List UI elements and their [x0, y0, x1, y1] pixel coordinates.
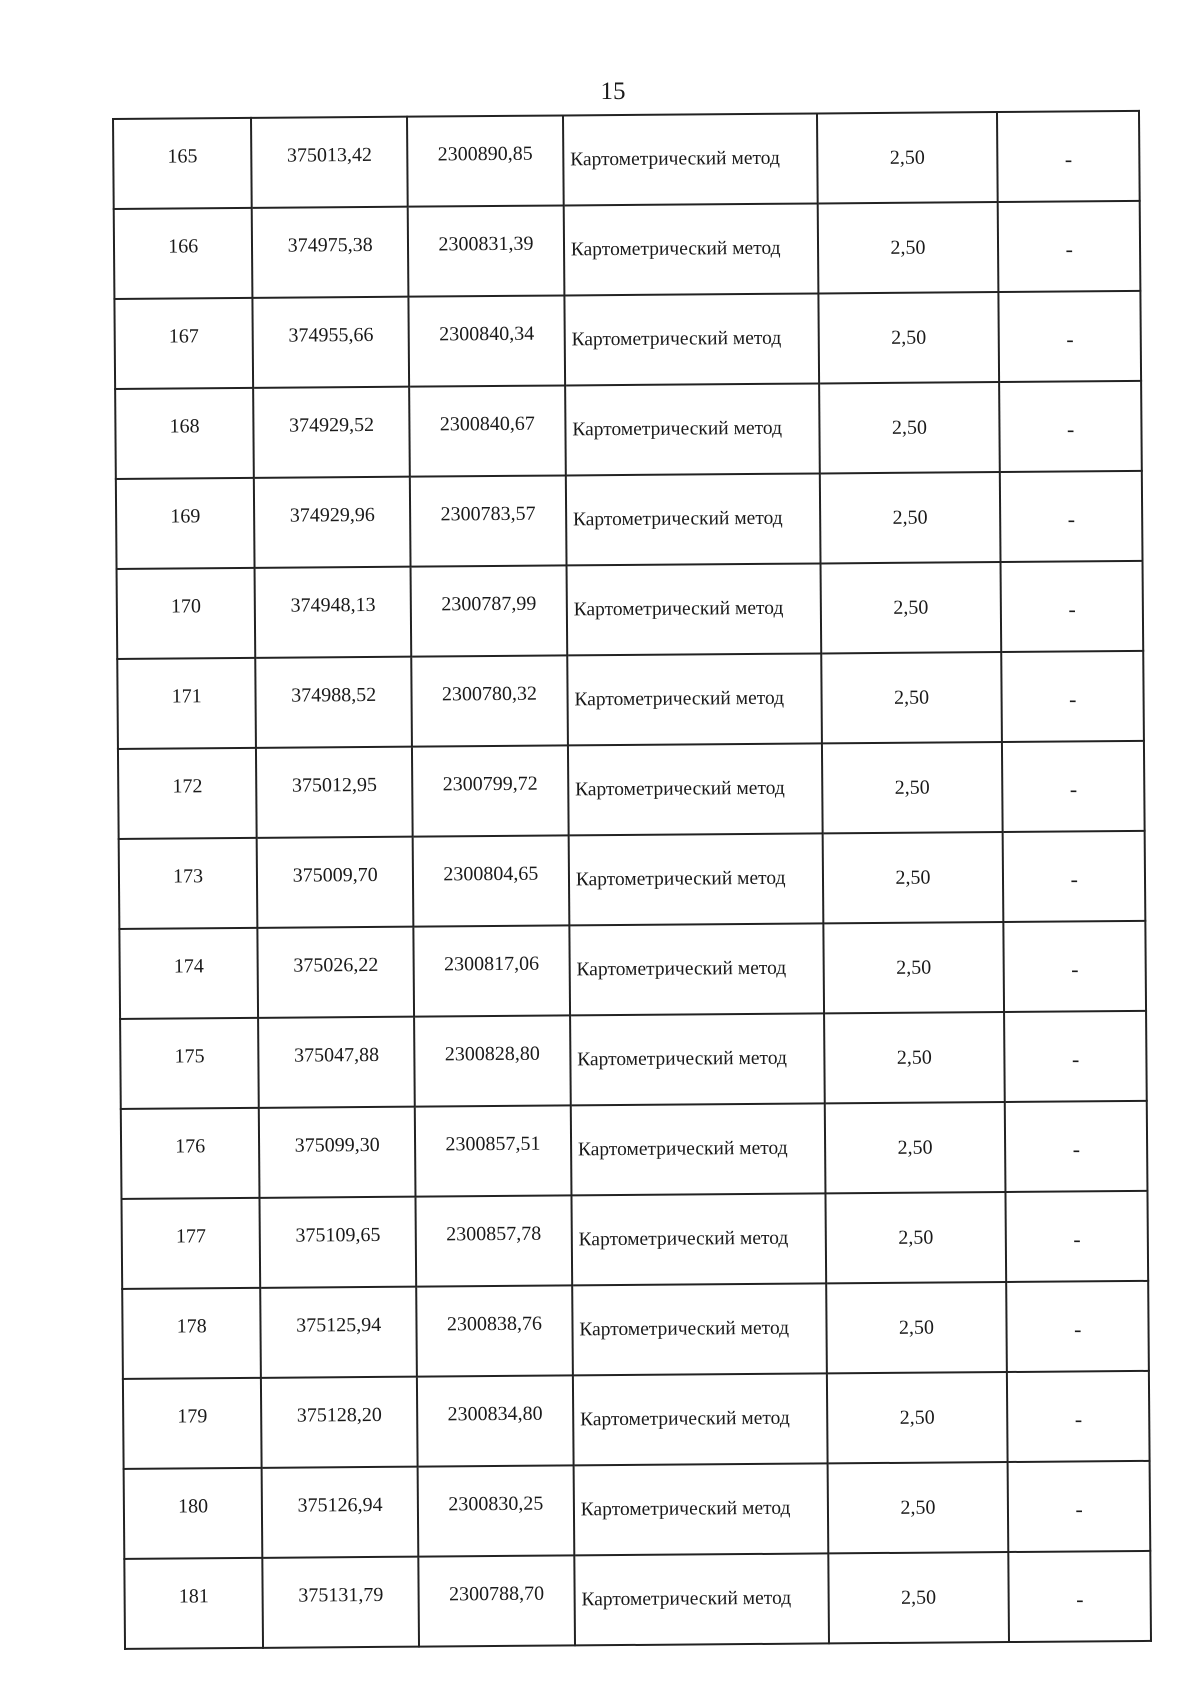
y-coordinate-cell: 2300830,25 — [418, 1465, 574, 1556]
note-cell: - — [1000, 471, 1142, 562]
accuracy-cell: 2,50 — [819, 472, 1000, 563]
accuracy-cell: 2,50 — [817, 202, 998, 293]
table-row — [123, 1371, 1150, 1469]
table-row — [117, 651, 1144, 749]
x-coordinate-cell: 375013,42 — [251, 117, 407, 208]
note-cell: - — [1004, 921, 1146, 1012]
table-row — [122, 1281, 1149, 1379]
y-coordinate-cell: 2300840,67 — [409, 385, 565, 476]
y-coordinate-cell: 2300840,34 — [408, 295, 564, 386]
determination-method-cell: Картометрический метод — [568, 743, 822, 835]
note-cell: - — [1003, 831, 1145, 922]
table-row — [114, 291, 1141, 389]
note-cell: - — [1006, 1191, 1148, 1282]
note-cell: - — [1004, 1011, 1146, 1102]
point-number-cell: 166 — [114, 208, 253, 299]
table-row — [114, 201, 1141, 299]
accuracy-cell: 2,50 — [826, 1282, 1007, 1373]
x-coordinate-cell: 374948,13 — [255, 567, 411, 658]
table-row — [119, 831, 1146, 929]
determination-method-cell: Картометрический метод — [565, 383, 819, 475]
accuracy-cell: 2,50 — [827, 1462, 1008, 1553]
note-cell: - — [1002, 651, 1144, 742]
determination-method-cell: Картометрический метод — [568, 833, 822, 925]
table-row — [117, 561, 1144, 659]
x-coordinate-cell: 375131,79 — [263, 1557, 419, 1648]
y-coordinate-cell: 2300834,80 — [417, 1375, 573, 1466]
x-coordinate-cell: 375126,94 — [262, 1467, 418, 1558]
table-row — [119, 921, 1146, 1019]
table-row — [115, 381, 1142, 479]
point-number-cell: 165 — [113, 118, 252, 209]
determination-method-cell: Картометрический метод — [564, 203, 818, 295]
determination-method-cell: Картометрический метод — [571, 1193, 825, 1285]
note-cell: - — [999, 381, 1141, 472]
y-coordinate-cell: 2300890,85 — [407, 115, 563, 206]
accuracy-cell: 2,50 — [819, 382, 1000, 473]
point-number-cell: 176 — [121, 1108, 260, 1199]
accuracy-cell: 2,50 — [822, 742, 1003, 833]
y-coordinate-cell: 2300857,51 — [415, 1105, 571, 1196]
x-coordinate-cell: 375128,20 — [261, 1377, 417, 1468]
table-row — [113, 111, 1140, 209]
accuracy-cell: 2,50 — [824, 1012, 1005, 1103]
determination-method-cell: Картометрический метод — [572, 1283, 826, 1375]
point-number-cell: 171 — [117, 658, 256, 749]
note-cell: - — [1008, 1461, 1150, 1552]
determination-method-cell: Картометрический метод — [573, 1463, 827, 1555]
note-cell: - — [1007, 1281, 1149, 1372]
x-coordinate-cell: 375012,95 — [256, 747, 412, 838]
point-number-cell: 169 — [116, 478, 255, 569]
determination-method-cell: Картометрический метод — [574, 1553, 828, 1645]
y-coordinate-cell: 2300783,57 — [410, 475, 566, 566]
x-coordinate-cell: 375009,70 — [257, 837, 413, 928]
note-cell: - — [1007, 1371, 1149, 1462]
y-coordinate-cell: 2300857,78 — [416, 1195, 572, 1286]
table-row — [121, 1191, 1148, 1289]
point-number-cell: 179 — [123, 1378, 262, 1469]
x-coordinate-cell: 375047,88 — [258, 1017, 414, 1108]
y-coordinate-cell: 2300799,72 — [412, 745, 568, 836]
x-coordinate-cell: 374929,96 — [254, 477, 410, 568]
x-coordinate-cell: 375026,22 — [258, 927, 414, 1018]
table-row — [116, 471, 1143, 569]
determination-method-cell: Картометрический метод — [564, 293, 818, 385]
x-coordinate-cell: 375125,94 — [261, 1287, 417, 1378]
note-cell: - — [1001, 561, 1143, 652]
determination-method-cell: Картометрический метод — [573, 1373, 827, 1465]
accuracy-cell: 2,50 — [826, 1372, 1007, 1463]
x-coordinate-cell: 374988,52 — [256, 657, 412, 748]
accuracy-cell: 2,50 — [822, 832, 1003, 923]
note-cell: - — [999, 291, 1141, 382]
note-cell: - — [1002, 741, 1144, 832]
note-cell: - — [997, 111, 1139, 202]
y-coordinate-cell: 2300817,06 — [413, 925, 569, 1016]
table-row — [118, 741, 1145, 839]
accuracy-cell: 2,50 — [821, 652, 1002, 743]
accuracy-cell: 2,50 — [817, 112, 998, 203]
x-coordinate-cell: 375099,30 — [259, 1107, 415, 1198]
y-coordinate-cell: 2300838,76 — [416, 1285, 572, 1376]
coordinates-table-body — [113, 111, 1151, 1649]
point-number-cell: 180 — [124, 1468, 263, 1559]
point-number-cell: 172 — [118, 748, 257, 839]
y-coordinate-cell: 2300788,70 — [418, 1555, 574, 1646]
table-row — [121, 1101, 1148, 1199]
note-cell: - — [1009, 1551, 1151, 1642]
determination-method-cell: Картометрический метод — [570, 1013, 824, 1105]
accuracy-cell: 2,50 — [825, 1192, 1006, 1283]
table-row — [124, 1551, 1151, 1649]
determination-method-cell: Картометрический метод — [566, 473, 820, 565]
point-number-cell: 175 — [120, 1018, 259, 1109]
x-coordinate-cell: 375109,65 — [260, 1197, 416, 1288]
determination-method-cell: Картометрический метод — [566, 563, 820, 655]
point-number-cell: 168 — [115, 388, 254, 479]
point-number-cell: 178 — [122, 1288, 261, 1379]
note-cell: - — [998, 201, 1140, 292]
point-number-cell: 177 — [121, 1198, 260, 1289]
y-coordinate-cell: 2300828,80 — [414, 1015, 570, 1106]
determination-method-cell: Картометрический метод — [571, 1103, 825, 1195]
table-row — [120, 1011, 1147, 1109]
point-number-cell: 173 — [119, 838, 258, 929]
accuracy-cell: 2,50 — [824, 1102, 1005, 1193]
point-number-cell: 174 — [119, 928, 258, 1019]
determination-method-cell: Картометрический метод — [567, 653, 821, 745]
determination-method-cell: Картометрический метод — [563, 113, 817, 205]
y-coordinate-cell: 2300787,99 — [411, 565, 567, 656]
accuracy-cell: 2,50 — [828, 1552, 1009, 1643]
y-coordinate-cell: 2300831,39 — [408, 205, 564, 296]
x-coordinate-cell: 374975,38 — [252, 207, 408, 298]
x-coordinate-cell: 374955,66 — [253, 297, 409, 388]
accuracy-cell: 2,50 — [823, 922, 1004, 1013]
accuracy-cell: 2,50 — [818, 292, 999, 383]
page-number: 15 — [600, 78, 626, 105]
determination-method-cell: Картометрический метод — [569, 923, 823, 1015]
point-number-cell: 181 — [124, 1558, 263, 1649]
note-cell: - — [1005, 1101, 1147, 1192]
point-number-cell: 170 — [117, 568, 256, 659]
y-coordinate-cell: 2300780,32 — [411, 655, 567, 746]
y-coordinate-cell: 2300804,65 — [413, 835, 569, 926]
table-row — [124, 1461, 1151, 1559]
coordinates-table — [112, 110, 1152, 1650]
accuracy-cell: 2,50 — [820, 562, 1001, 653]
point-number-cell: 167 — [114, 298, 253, 389]
x-coordinate-cell: 374929,52 — [253, 387, 409, 478]
